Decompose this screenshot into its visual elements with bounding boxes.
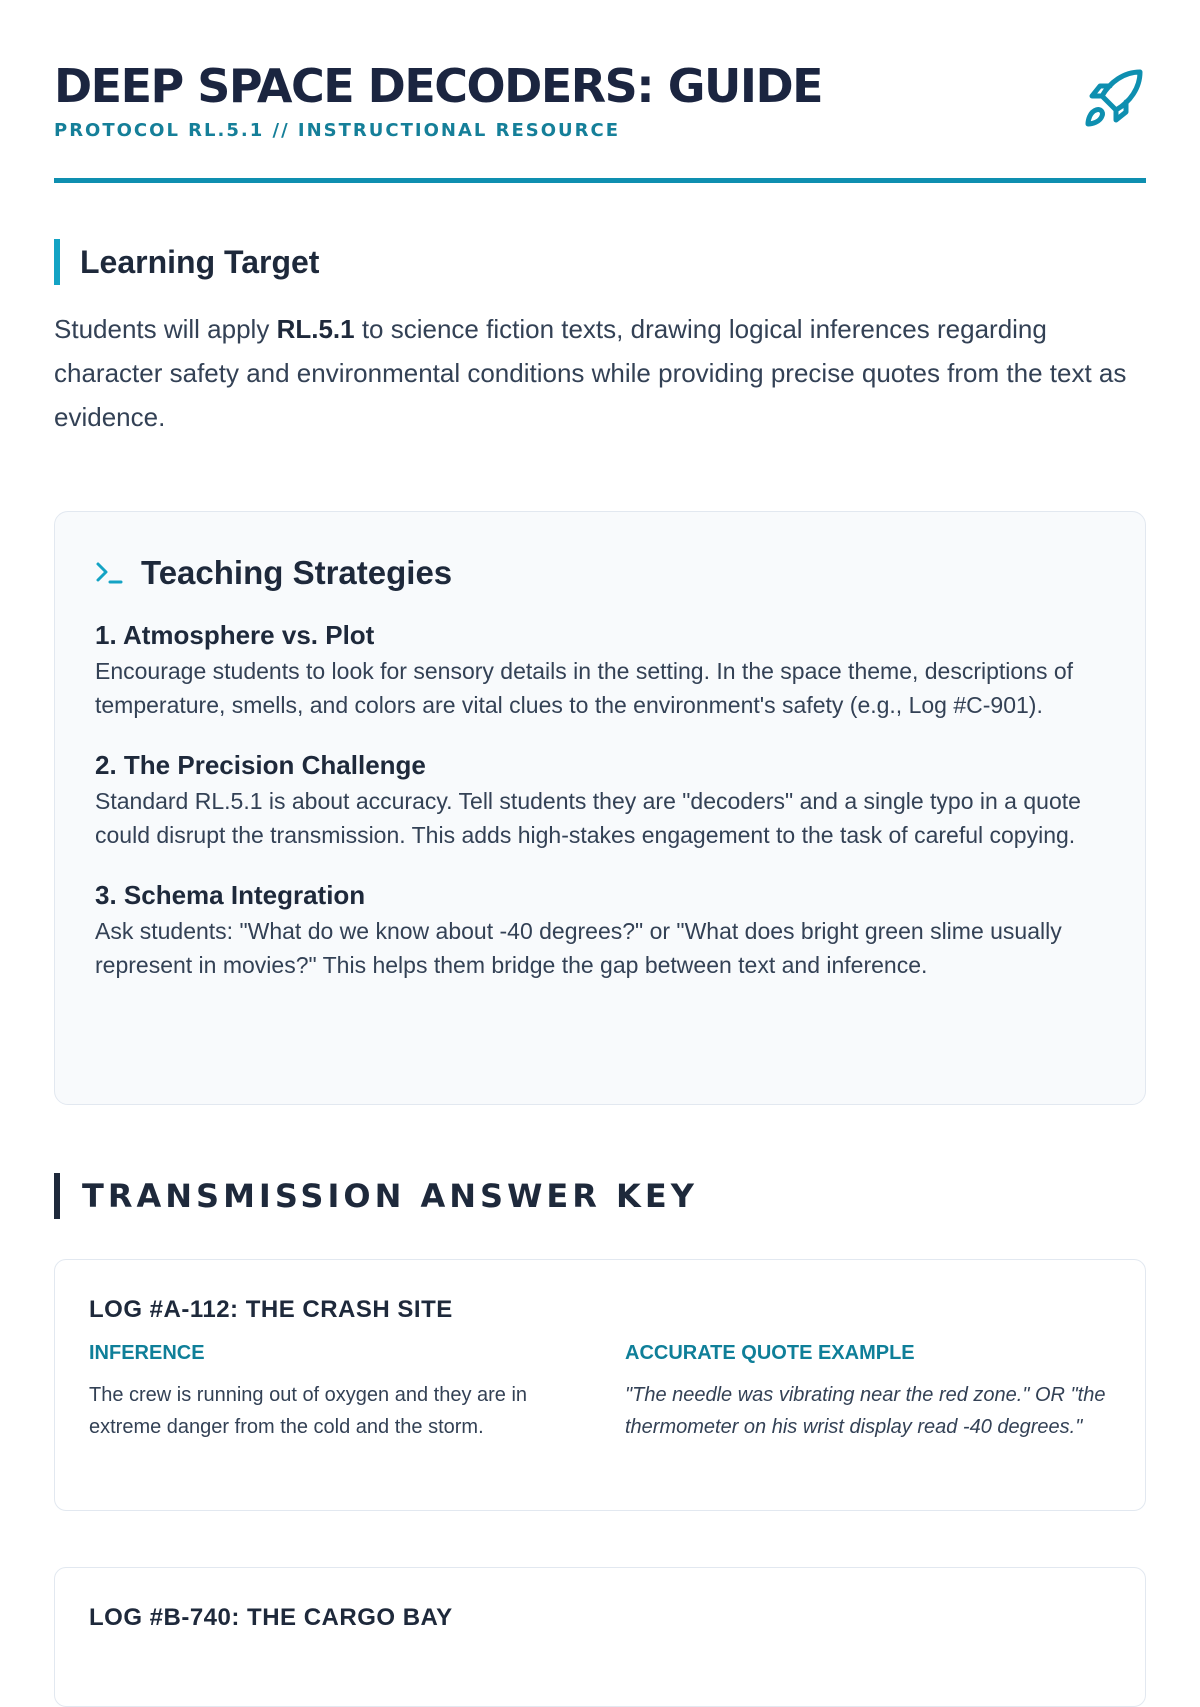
strategy-item [95,878,1105,982]
strategy-body: Standard RL.5.1 is about accuracy. Tell students they are "decoders" and a single typo in a quote could disrupt the transmission. This adds high-stakes engagement to the task of careful copying. [95,788,1081,848]
learning-target-heading: Learning Target [54,239,1146,285]
strategy-title: 3. Schema Integration [95,880,366,910]
terminal-icon [95,559,123,587]
quote-text: "The needle was vibrating near the red zone." OR "the thermometer on his wrist display read -40 degrees." [625,1384,1106,1438]
page-header [54,0,1146,183]
target-standard: RL.5.1 [276,314,355,344]
page-subtitle: PROTOCOL RL.5.1 // INSTRUCTIONAL RESOURCE [54,120,621,141]
log-card [54,1259,1146,1511]
learning-target-text [54,307,1146,439]
strategy-body: Encourage students to look for sensory details in the setting. In the space theme, descriptions of temperature, smells, and colors are vital clues to the environment's safety (e.g., Log #C-901). [95,658,1074,718]
log-card [54,1567,1146,1707]
strategy-item [95,618,1105,722]
teaching-strategies-card [54,511,1146,1105]
strategies-heading: Teaching Strategies [141,554,453,591]
strategy-title: 1. Atmosphere vs. Plot [95,620,375,650]
strategy-title: 2. The Precision Challenge [95,750,426,780]
inference-label: INFERENCE [89,1342,205,1364]
strategies-header [95,554,1105,592]
answer-key-heading: TRANSMISSION ANSWER KEY [54,1173,1146,1219]
target-text-after: to science fiction texts, drawing logical inferences regarding character safety and environmental conditions while providing precise quotes from the text as evidence. [54,314,1127,432]
strategy-item [95,748,1105,852]
strategy-body: Ask students: "What do we know about -40 degrees?" or "What does bright green slime usually represent in movies?" This helps them bridge the gap between text and inference. [95,918,1062,978]
log-columns [89,1342,1111,1443]
rocket-icon [1080,66,1146,132]
target-text-before: Students will apply [54,314,277,344]
quote-column [625,1342,1111,1443]
page-title: DEEP SPACE DECODERS: GUIDE [54,59,823,113]
inference-column [89,1342,575,1443]
inference-text: The crew is running out of oxygen and they are in extreme danger from the cold and the storm. [89,1384,528,1438]
log-title: LOG #A-112: THE CRASH SITE [89,1296,453,1323]
quote-label: ACCURATE QUOTE EXAMPLE [625,1342,915,1364]
log-title: LOG #B-740: THE CARGO BAY [89,1604,453,1631]
